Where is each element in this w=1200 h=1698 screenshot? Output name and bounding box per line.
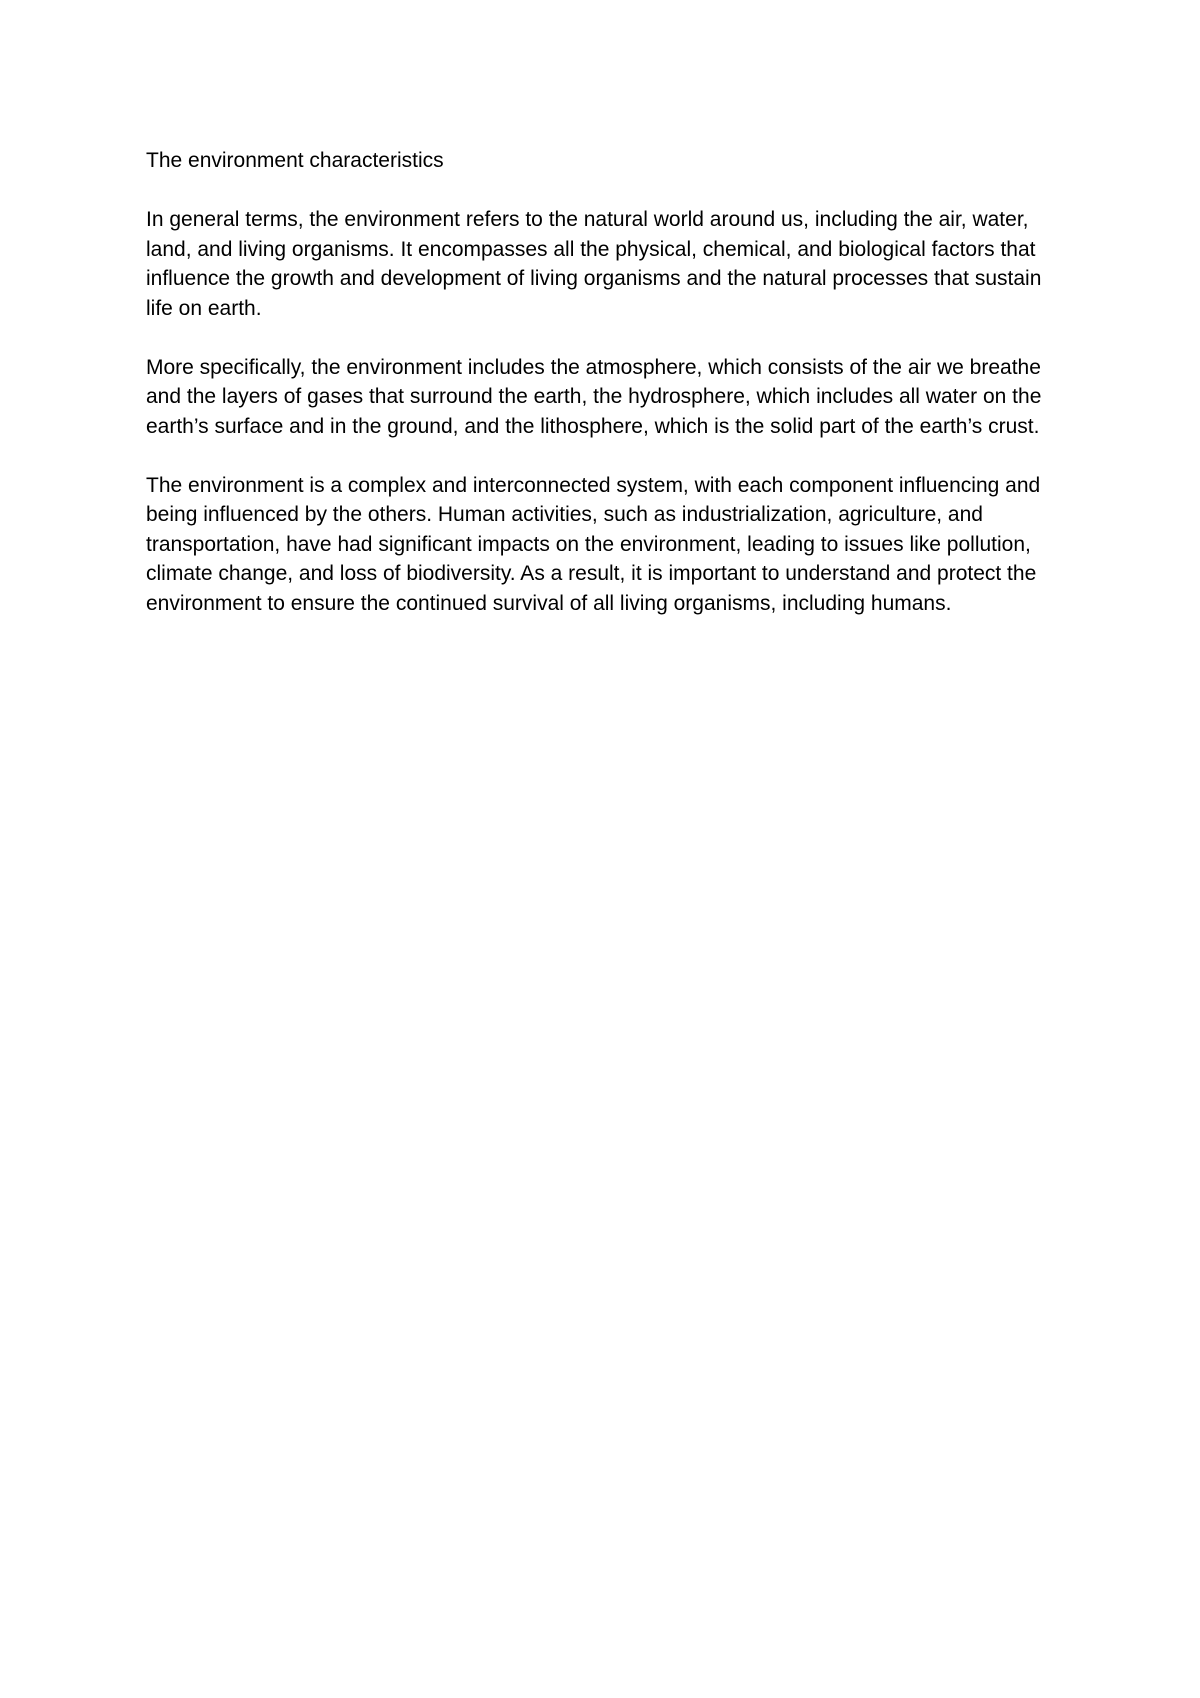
paragraph-specific-components: More specifically, the environment includes the atmosphere, which consists of the air we breathe and the layers of gases that surround the earth, the hydrosphere, which includes all water on the earth’s surface and in the ground, and the lithosphere, which is the solid part of the earth’s crust. — [146, 355, 1042, 438]
paragraph-general-definition: In general terms, the environment refers to the natural world around us, including the air, water, land, and living organisms. It encompasses all the physical, chemical, and biological factors that influence the growth and development of living organisms and the natural processes that sustain life on earth. — [146, 208, 1042, 320]
paragraph-interconnected-system: The environment is a complex and interconnected system, with each component influencing and being influenced by the others. Human activities, such as industrialization, agriculture, and transportation, have had significant impacts on the environment, leading to issues like pollution, climate change, and loss of biodiversity. As a result, it is important to understand and protect the environment to ensure the continued survival of all living organisms, including humans. — [146, 473, 1041, 615]
document-body — [146, 146, 1066, 648]
document-title: The environment characteristics — [146, 149, 444, 172]
